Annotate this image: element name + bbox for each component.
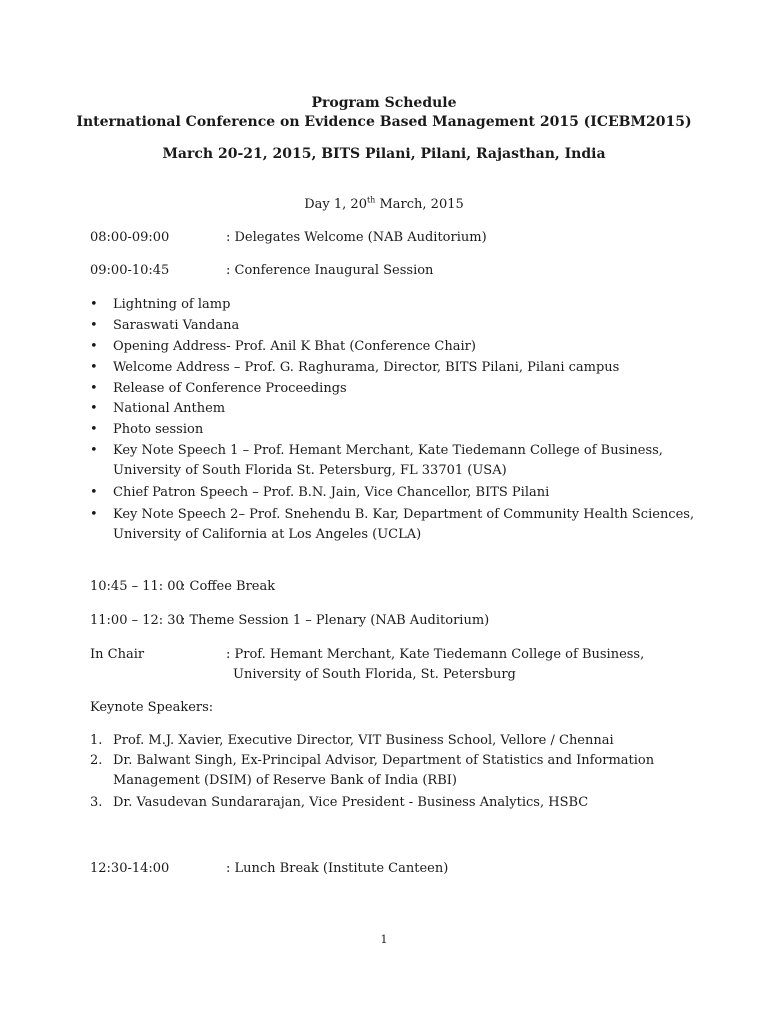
list-number: 2. bbox=[90, 753, 103, 768]
list-item: Dr. Balwant Singh, Ex-Principal Advisor, Department of Statistics and Information bbox=[113, 753, 655, 768]
list-number: 1. bbox=[90, 733, 103, 748]
bullet-icon: • bbox=[90, 401, 98, 416]
in-chair-line2: University of South Florida, St. Petersburg bbox=[233, 667, 516, 682]
bullet-icon: • bbox=[90, 339, 98, 354]
keynote-heading: Keynote Speakers: bbox=[90, 700, 214, 715]
bullet-icon: • bbox=[90, 381, 98, 396]
bullet-icon: • bbox=[90, 360, 98, 375]
theme-time: 11:00 – 12: 30 bbox=[90, 613, 184, 628]
bullet-icon: • bbox=[90, 318, 98, 333]
list-item: Photo session bbox=[113, 422, 204, 437]
bullet-icon: • bbox=[90, 507, 98, 522]
list-item-continuation: University of South Florida St. Petersburg, FL 33701 (USA) bbox=[113, 463, 507, 478]
day-heading bbox=[0, 196, 768, 214]
list-number: 3. bbox=[90, 795, 103, 810]
list-item: Saraswati Vandana bbox=[113, 318, 240, 333]
day-suffix: th bbox=[366, 195, 376, 205]
list-item-continuation: University of California at Los Angeles (UCLA) bbox=[113, 527, 422, 542]
day-prefix: Day 1, 20 bbox=[304, 197, 367, 212]
list-item: Prof. M.J. Xavier, Executive Director, VIT Business School, Vellore / Chennai bbox=[113, 733, 614, 748]
list-item: National Anthem bbox=[113, 401, 226, 416]
list-item: Dr. Vasudevan Sundararajan, Vice President - Business Analytics, HSBC bbox=[113, 795, 589, 810]
page-title: Program Schedule bbox=[311, 95, 457, 111]
slot-time: 08:00-09:00 bbox=[90, 230, 170, 245]
conference-title: International Conference on Evidence Based Management 2015 (ICEBM2015) bbox=[76, 114, 692, 130]
coffee-time: 10:45 – 11: 00 bbox=[90, 579, 184, 594]
in-chair-line1: : Prof. Hemant Merchant, Kate Tiedemann College of Business, bbox=[226, 647, 645, 662]
list-item: Key Note Speech 1 – Prof. Hemant Merchant, Kate Tiedemann College of Business, bbox=[113, 443, 663, 458]
list-item: Chief Patron Speech – Prof. B.N. Jain, Vice Chancellor, BITS Pilani bbox=[113, 485, 550, 500]
day-rest: March, 2015 bbox=[375, 197, 464, 212]
bullet-icon: • bbox=[90, 297, 98, 312]
theme-desc: : Theme Session 1 – Plenary (NAB Auditorium) bbox=[181, 613, 490, 628]
bullet-icon: • bbox=[90, 443, 98, 458]
list-item: Release of Conference Proceedings bbox=[113, 381, 347, 396]
bullet-icon: • bbox=[90, 485, 98, 500]
list-item: Welcome Address – Prof. G. Raghurama, Director, BITS Pilani, Pilani campus bbox=[113, 360, 620, 375]
page-number: 1 bbox=[380, 933, 388, 946]
lunch-time: 12:30-14:00 bbox=[90, 861, 170, 876]
bullet-icon: • bbox=[90, 422, 98, 437]
list-item: Opening Address- Prof. Anil K Bhat (Conference Chair) bbox=[113, 339, 476, 354]
date-venue: March 20-21, 2015, BITS Pilani, Pilani, Rajasthan, India bbox=[162, 146, 606, 162]
list-item: Lightning of lamp bbox=[113, 297, 231, 312]
slot-desc: : Delegates Welcome (NAB Auditorium) bbox=[226, 230, 487, 245]
slot-time: 09:00-10:45 bbox=[90, 263, 170, 278]
coffee-desc: : Coffee Break bbox=[181, 579, 276, 594]
slot-desc: : Conference Inaugural Session bbox=[226, 263, 434, 278]
lunch-desc: : Lunch Break (Institute Canteen) bbox=[226, 861, 449, 876]
list-item-continuation: Management (DSIM) of Reserve Bank of India (RBI) bbox=[113, 773, 457, 788]
in-chair-label: In Chair bbox=[90, 647, 145, 662]
list-item: Key Note Speech 2– Prof. Snehendu B. Kar, Department of Community Health Sciences, bbox=[113, 507, 695, 522]
